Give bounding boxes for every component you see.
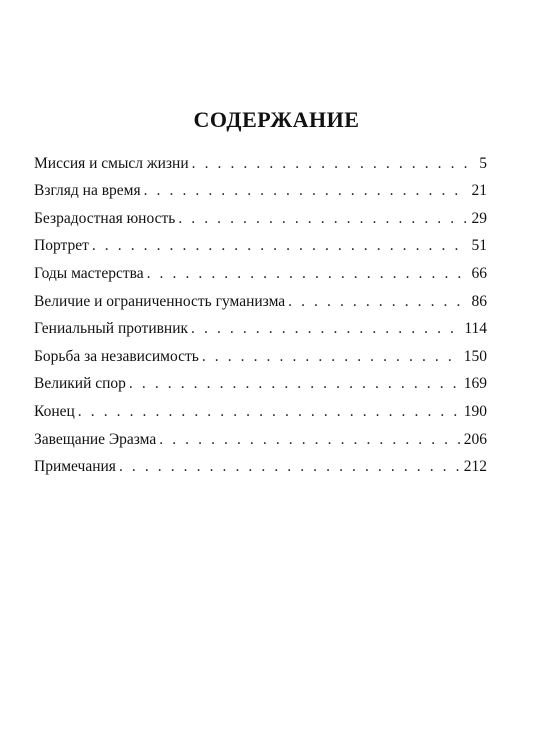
toc-leader-dots (191, 319, 460, 339)
toc-entry-page: 29 (471, 209, 487, 227)
toc-leader-dots (92, 236, 468, 256)
toc-entry (34, 146, 487, 174)
toc-entry-page: 169 (463, 375, 487, 393)
toc-entry-label: Борьба за независимость (34, 347, 199, 365)
toc-entry (34, 367, 487, 395)
toc-entry-page: 114 (464, 320, 487, 338)
toc-leader-dots (192, 154, 476, 174)
toc-entry (34, 256, 487, 284)
toc-entry-page: 5 (479, 154, 487, 172)
toc-entry-label: Величие и ограниченность гуманизма (34, 292, 286, 310)
toc-entry-label: Завещание Эразма (34, 430, 157, 448)
toc-entry-label: Безрадостная юность (34, 209, 176, 227)
toc-entry-label: Гениальный противник (34, 320, 189, 338)
toc-entry-label: Взгляд на время (34, 182, 141, 200)
toc-leader-dots (178, 209, 467, 229)
toc-entry (34, 174, 487, 202)
toc-entry-page: 66 (471, 264, 487, 282)
toc-entry-page: 206 (463, 430, 487, 448)
toc-entry (34, 229, 487, 257)
toc-entry-label: Великий спор (34, 375, 126, 393)
toc-entry-page: 51 (471, 237, 487, 255)
toc-leader-dots (119, 457, 460, 477)
toc-entry (34, 339, 487, 367)
toc-entry-page: 212 (463, 458, 487, 476)
toc-entry (34, 201, 487, 229)
toc-entry (34, 422, 487, 450)
toc-leader-dots (202, 347, 460, 367)
toc-entry-label: Миссия и смысл жизни (34, 154, 189, 172)
toc-leader-dots (288, 292, 467, 312)
toc-title: СОДЕРЖАНИЕ (193, 107, 360, 132)
toc-entry-page: 190 (463, 402, 487, 420)
toc-entry-page: 21 (471, 182, 487, 200)
toc-entry (34, 312, 487, 340)
toc-leader-dots (147, 264, 468, 284)
toc-leader-dots (144, 181, 468, 201)
toc-entry (34, 394, 487, 422)
toc-leader-dots (129, 374, 460, 394)
toc-entry-page: 150 (463, 347, 487, 365)
toc-list (34, 146, 487, 477)
toc-entry (34, 284, 487, 312)
toc-leader-dots (159, 430, 459, 450)
toc-leader-dots (78, 402, 460, 422)
toc-entry-page: 86 (471, 292, 487, 310)
toc-entry (34, 450, 487, 478)
toc-entry-label: Портрет (34, 237, 89, 255)
toc-entry-label: Годы мастерства (34, 264, 144, 282)
toc-entry-label: Примечания (34, 458, 116, 476)
toc-entry-label: Конец (34, 402, 75, 420)
